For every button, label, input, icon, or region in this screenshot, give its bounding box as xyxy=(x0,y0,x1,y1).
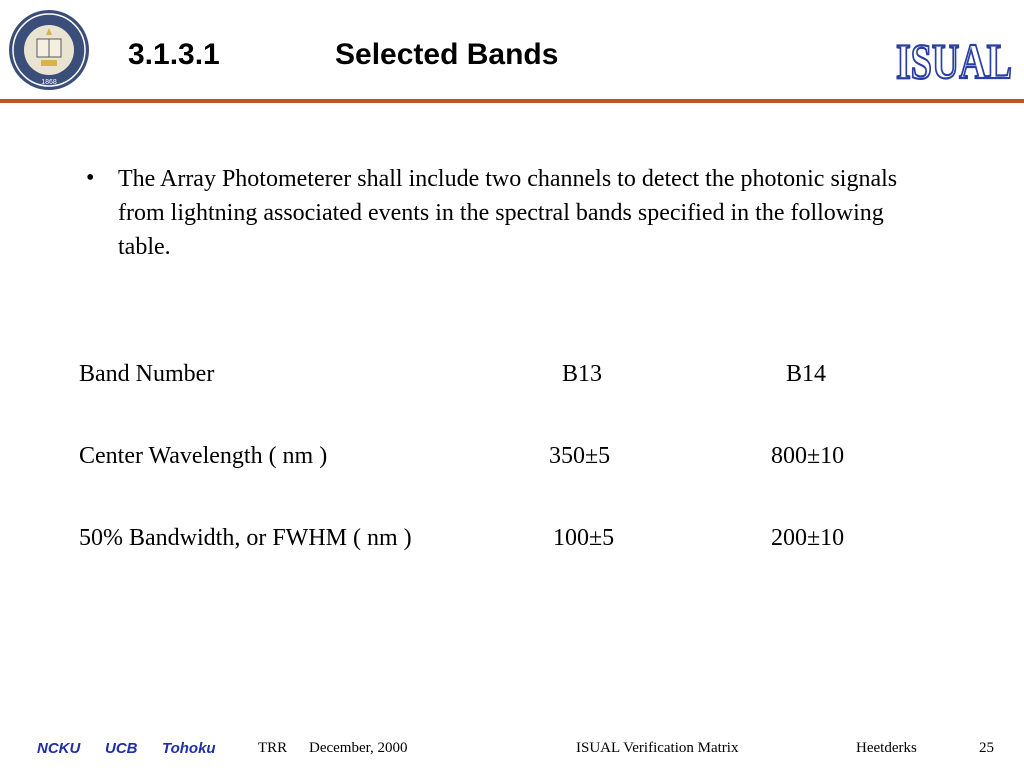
section-number: 3.1.3.1 xyxy=(128,38,220,71)
table-row-label: Center Wavelength ( nm ) xyxy=(79,443,328,469)
university-seal-logo xyxy=(8,9,90,91)
isual-logo-text: ISUAL xyxy=(896,33,1012,88)
footer-trr: TRR xyxy=(258,740,288,756)
footer-ncku: NCKU xyxy=(37,740,81,757)
page-title: Selected Bands xyxy=(335,38,559,71)
table-cell-b14: 200±10 xyxy=(771,525,845,551)
table-row-label: Band Number xyxy=(79,361,215,387)
footer-doc-title: ISUAL Verification Matrix xyxy=(576,740,739,756)
bullet-icon: • xyxy=(86,165,95,191)
table-cell-b14: 800±10 xyxy=(771,443,845,469)
footer-author: Heetderks xyxy=(856,740,917,756)
seal-year: 1868 xyxy=(41,79,57,86)
table-cell-b13: B13 xyxy=(562,361,603,387)
page-number: 25 xyxy=(979,740,994,756)
table-cell-b14: B14 xyxy=(786,361,827,387)
footer-ucb: UCB xyxy=(105,740,138,757)
footer-date: December, 2000 xyxy=(309,740,408,756)
footer-tohoku: Tohoku xyxy=(162,740,216,757)
table-cell-b13: 350±5 xyxy=(549,443,611,469)
header-divider xyxy=(0,99,1024,103)
isual-logo xyxy=(893,30,1015,88)
table-row-label: 50% Bandwidth, or FWHM ( nm ) xyxy=(79,525,412,551)
table-cell-b13: 100±5 xyxy=(553,525,615,551)
bullet-paragraph: The Array Photometerer shall include two channels to detect the photonic signals from lightning associated events in the spectral bands specified in the following table. xyxy=(118,166,898,260)
